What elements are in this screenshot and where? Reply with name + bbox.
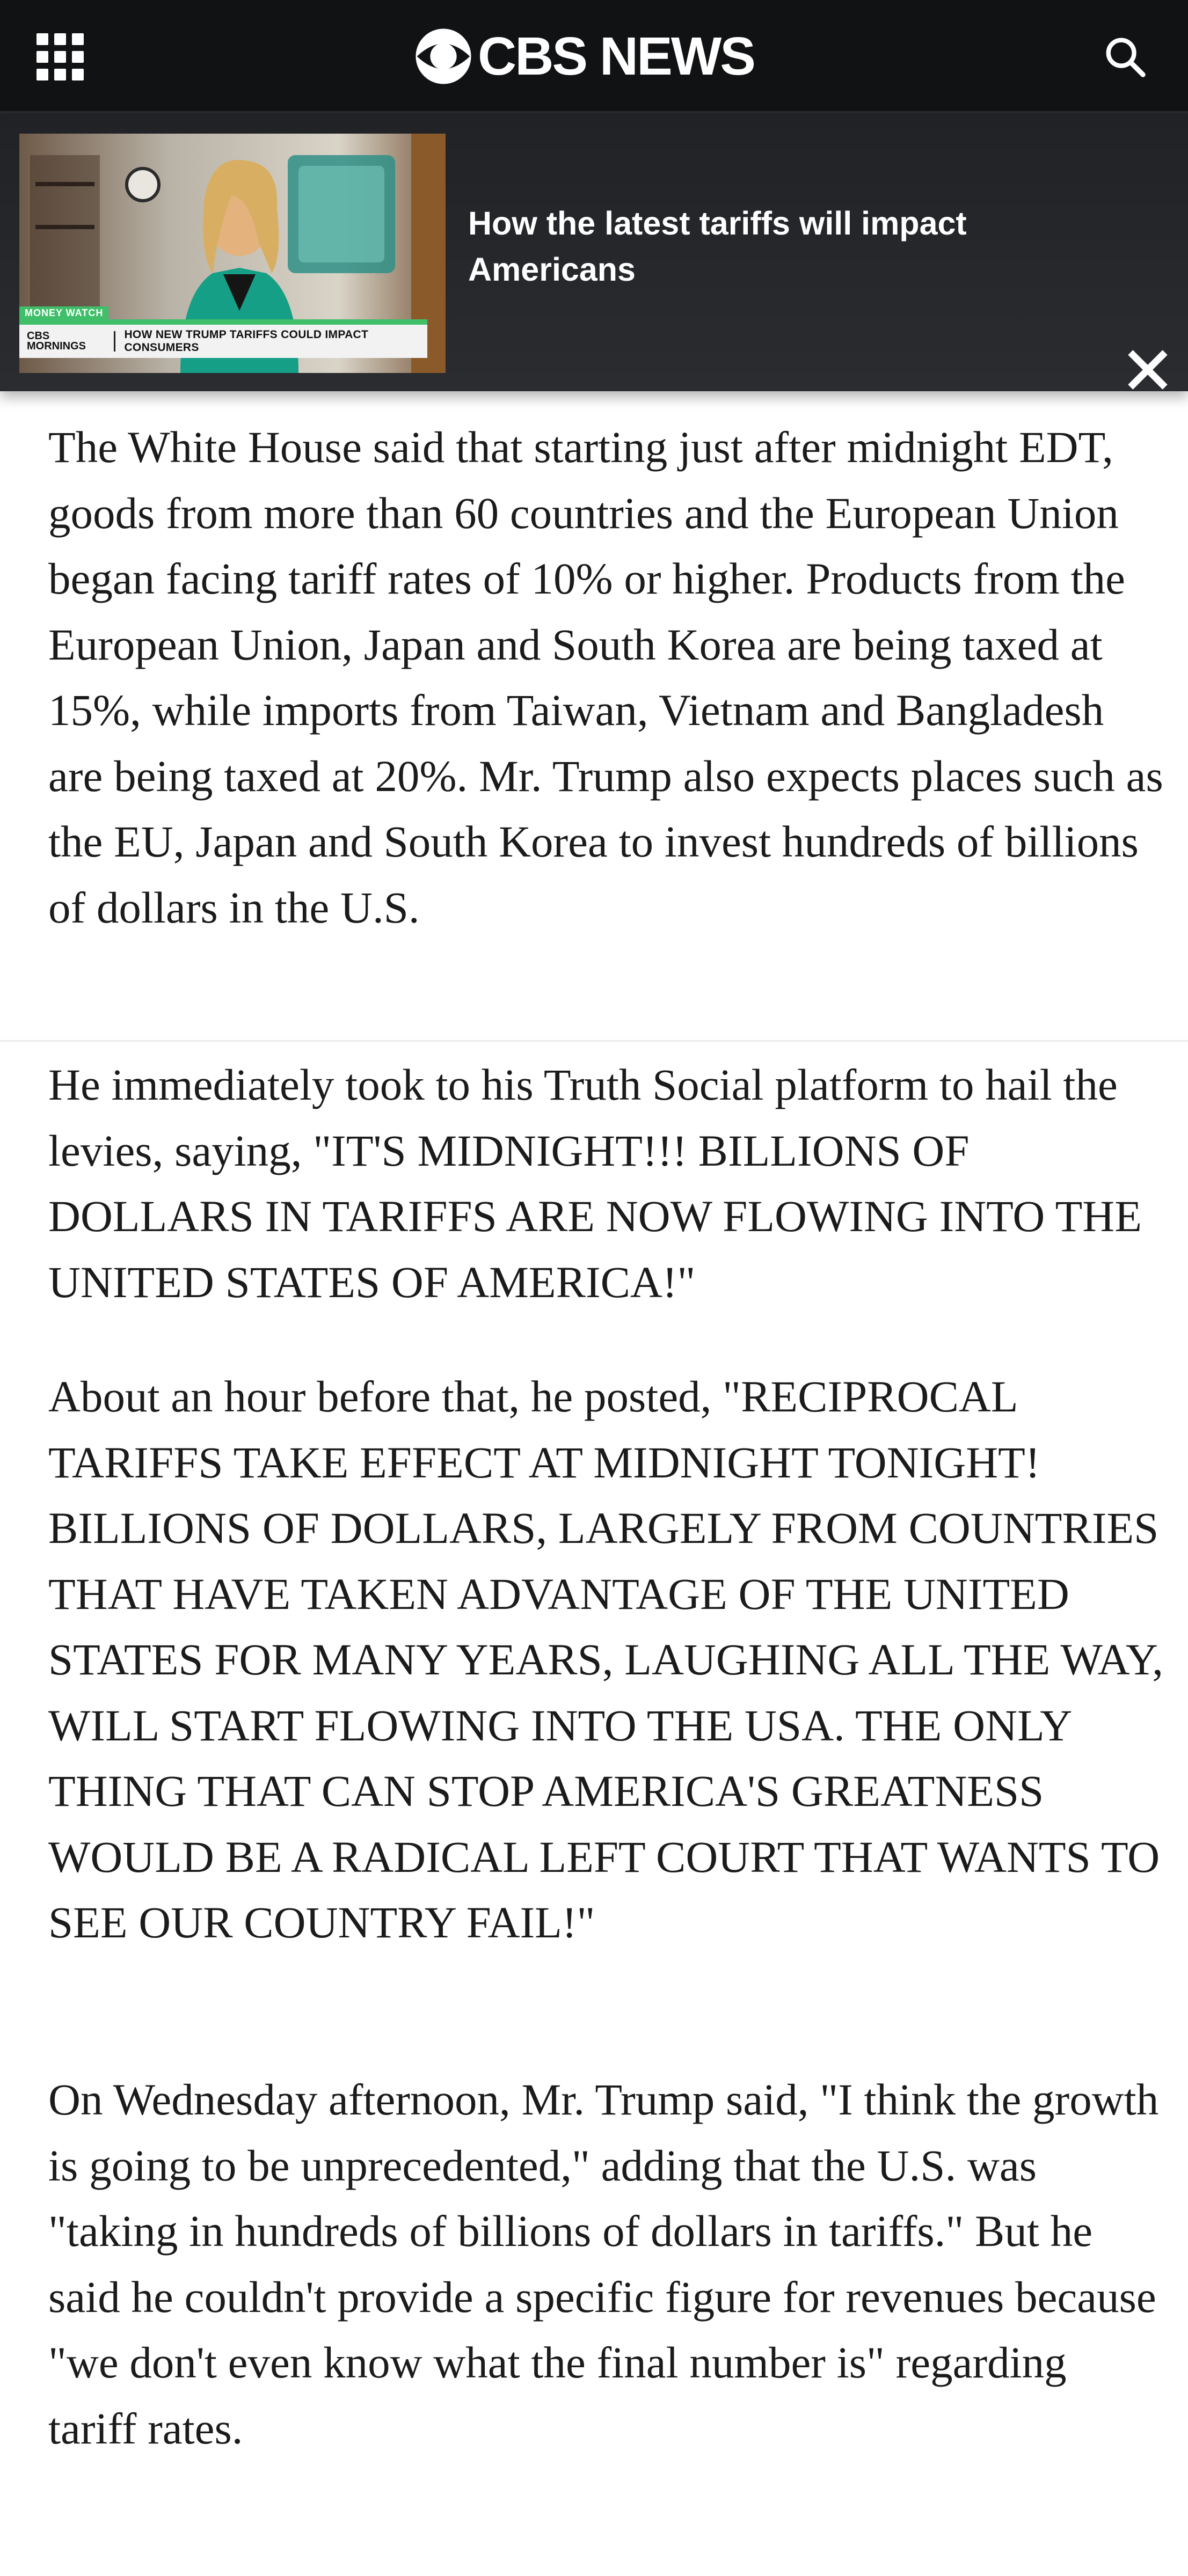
lower-third-tag: MONEY WATCH [19,306,108,320]
cbs-news-logo[interactable] [413,21,754,91]
article-paragraph [48,1052,1165,1315]
lower-third-show: CBS MORNINGS [19,331,115,352]
video-lower-third [19,308,427,358]
lower-third-headline: HOW NEW TRUMP TARIFFS COULD IMPACT CONSUMERS [124,328,369,354]
article-paragraph [48,2067,1165,2461]
article-paragraph-text: About an hour before that, he posted, "RECIPROCAL TARIFFS TAKE EFFECT AT MIDNIGHT TONIGHT! BILLIONS OF DOLLARS, LARGELY FROM COUNTRIES THAT HAVE TAKEN ADVANTAGE OF THE UNITED STATES FOR MANY YEARS, LAUGHING ALL THE WAY, WILL START FLOWING INTO THE USA. THE ONLY THING THAT CAN STOP AMERICA'S GREATNESS WOULD BE A RADICAL LEFT COURT THAT WANTS TO SEE OUR COUNTRY FAIL!" [48,1372,1163,1947]
cbs-eye-icon [413,26,473,86]
close-icon[interactable] [1123,345,1172,394]
article-paragraph [48,1364,1165,1956]
article-paragraph [48,414,1165,940]
top-navigation-bar [0,0,1188,113]
article-paragraph-text: He immediately took to his Truth Social platform to hail the levies, saying, "IT'S MIDNIGHT!!! BILLIONS OF DOLLARS IN TARIFFS ARE NOW FLOWING INTO THE UNITED STATES OF AMERICA!" [48,1060,1142,1307]
grid-menu-icon[interactable] [37,33,84,80]
article-paragraph-text: On Wednesday afternoon, Mr. Trump said, "I think the growth is going to be unprecedented," adding that the U.S. was "taking in hundreds of billions of dollars in tariffs." But he said he couldn't provide a specific figure for revenues because "we don't even know what the final number is" regarding tariff rates. [48,2075,1159,2453]
search-icon[interactable] [1100,32,1150,82]
section-divider [0,1040,1188,1042]
logo-wordmark: CBS NEWS [478,26,754,86]
article-paragraph-text: The White House said that starting just after midnight EDT, goods from more than 60 countries and the European Union began facing tariff rates of 10% or higher. Products from the European Union, Japan and South Korea are being taxed at 15%, while imports from Taiwan, Vietnam and Bangladesh are being taxed at 20%. Mr. Trump also expects places such as the EU, Japan and South Korea to invest hundreds of billions of dollars in the U.S. [48,422,1163,932]
floating-video-player[interactable] [0,113,1188,391]
video-thumbnail[interactable] [19,134,446,373]
video-title[interactable]: How the latest tariffs will impact Americans [468,205,967,288]
